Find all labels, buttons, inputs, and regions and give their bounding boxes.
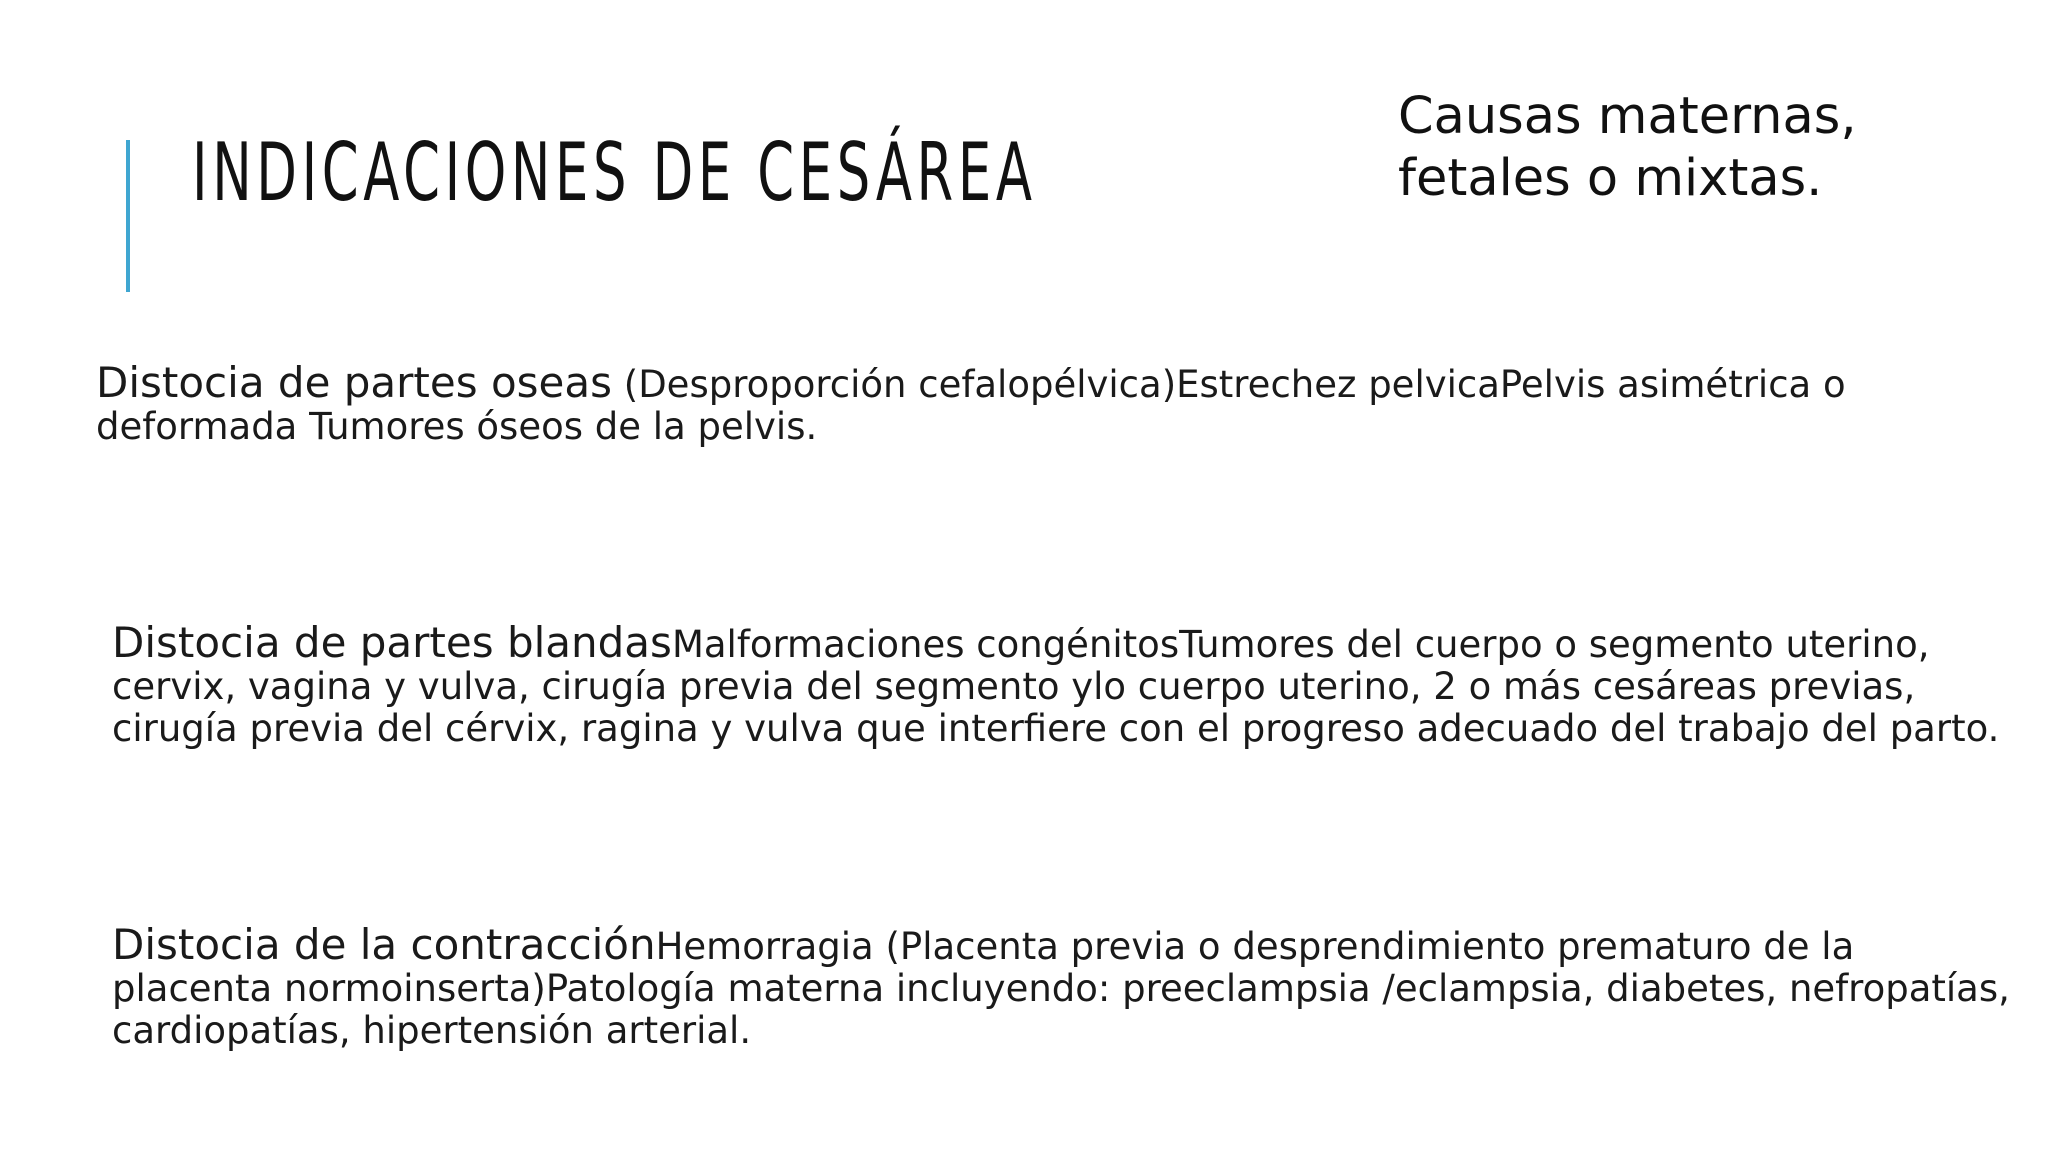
title-accent-bar bbox=[126, 140, 130, 292]
section-bony-dystocia bbox=[96, 358, 2026, 448]
section-heading: Distocia de partes oseas bbox=[96, 358, 612, 407]
section-contraction-dystocia bbox=[112, 920, 2012, 1052]
section-body: Malformaciones congénitosTumores del cuerpo o segmento uterino, cervix, vagina y vulva, cirugía previa del segmento ylo cuerpo uterino, 2 o más cesáreas previas, cirugía previa del cérvix, ragina y vulva que interfiere con el progreso adecuado del trabajo del parto. bbox=[112, 623, 2000, 750]
slide-subtitle: Causas maternas, fetales o mixtas. bbox=[1398, 87, 1857, 208]
section-body: Hemorragia (Placenta previa o desprendimiento prematuro de la placenta normoinserta)Patología materna incluyendo: preeclampsia /eclampsia, diabetes, nefropatías, cardiopatías, hipertensión arterial. bbox=[112, 925, 2010, 1052]
section-heading: Distocia de partes blandas bbox=[112, 618, 672, 667]
section-soft-tissue-dystocia bbox=[112, 618, 2012, 750]
slide-title: INDICACIONES DE CESÁREA bbox=[192, 126, 1037, 219]
section-body: (Desproporción cefalopélvica)Estrechez pelvicaPelvis asimétrica o deformada Tumores óseos de la pelvis. bbox=[96, 363, 1846, 448]
section-heading: Distocia de la contracción bbox=[112, 920, 656, 969]
